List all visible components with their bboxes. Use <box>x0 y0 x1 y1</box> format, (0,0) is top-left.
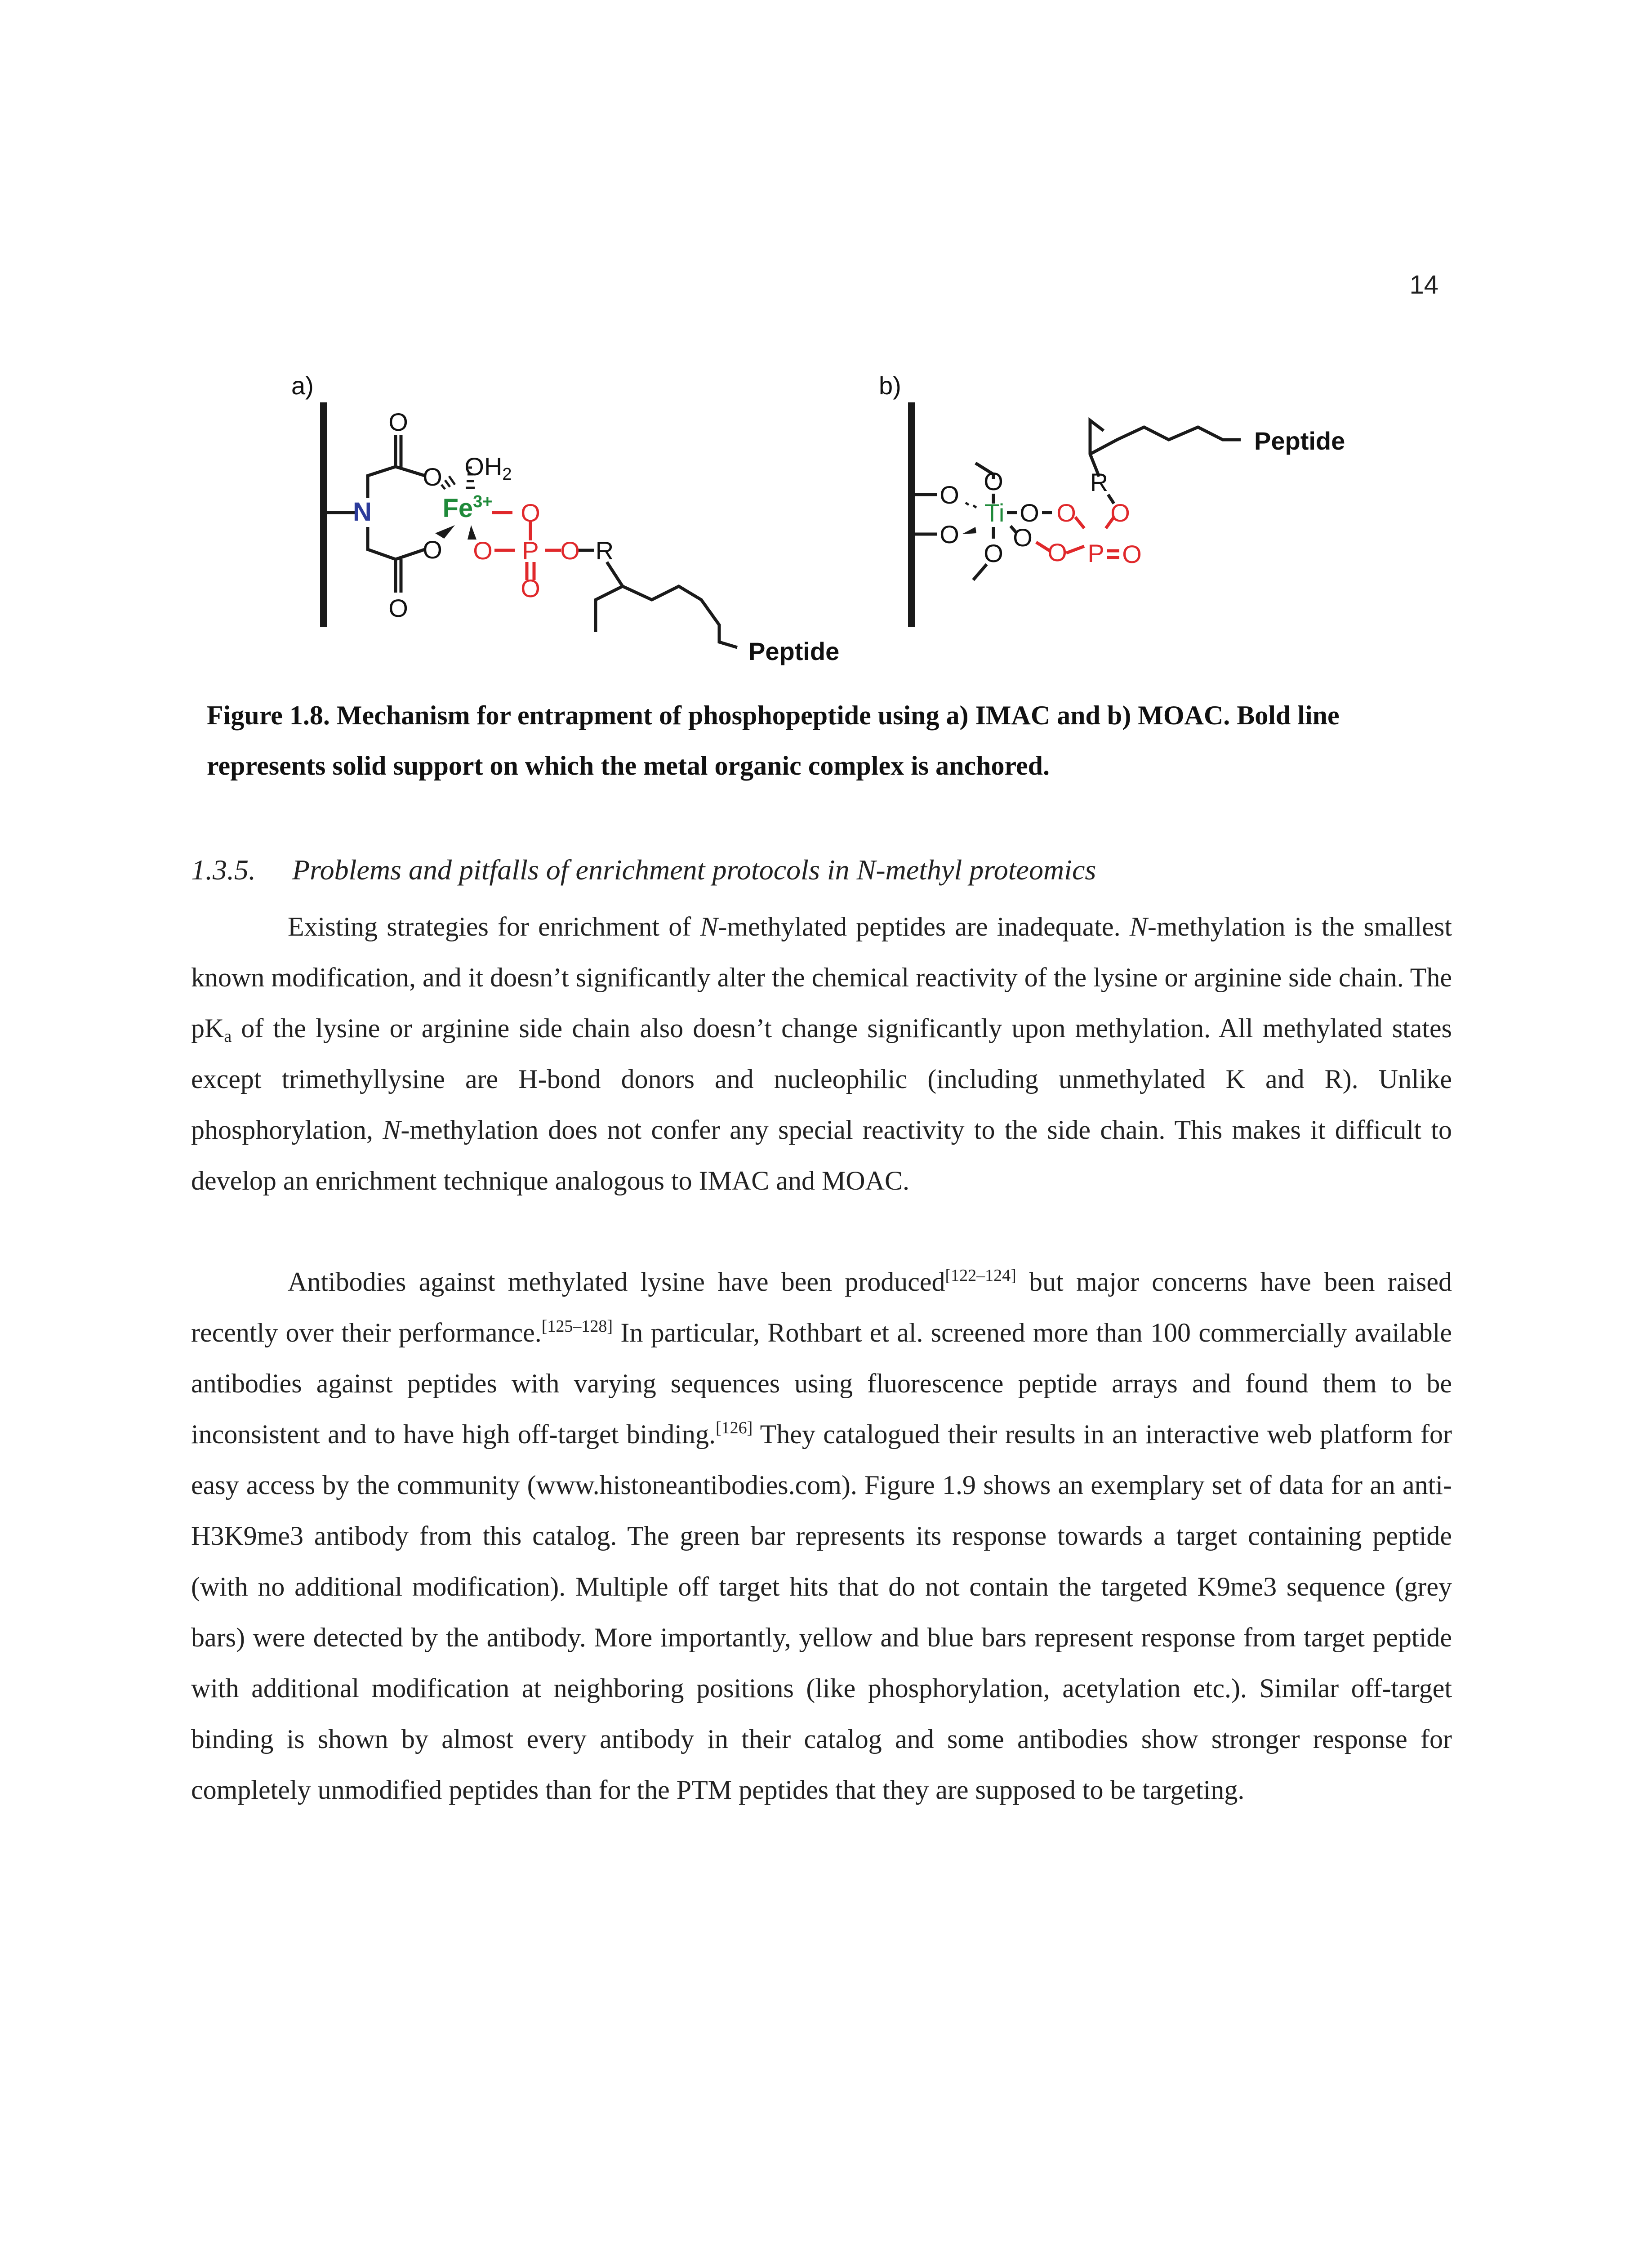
atom-o: O <box>940 520 959 549</box>
water-ligand: OH2 <box>464 452 512 484</box>
atom-o: O <box>388 408 408 436</box>
text-run: -methylated peptides are inadequate. <box>718 912 1130 941</box>
citation: [125–128] <box>541 1317 613 1336</box>
atom-o: O <box>984 539 1003 567</box>
atom-o: O <box>1013 523 1033 552</box>
subscript: a <box>224 1027 232 1046</box>
atom-o: O <box>940 481 959 509</box>
atom-o: O <box>1122 540 1142 568</box>
atom-o: O <box>1020 499 1039 527</box>
atom-o: O <box>984 467 1003 495</box>
citation: [126] <box>715 1418 753 1437</box>
atom-o: O <box>521 499 540 527</box>
text-run: Antibodies against methylated lysine have been produced <box>288 1267 945 1297</box>
section-number: 1.3.5. <box>191 854 256 886</box>
text-run: Existing strategies for enrichment of <box>288 912 700 941</box>
atom-r: R <box>595 536 614 565</box>
peptide-chain-a <box>607 562 737 647</box>
titanium-center: Ti <box>984 499 1005 527</box>
atom-o: O <box>1047 538 1067 566</box>
atom-p: P <box>1087 539 1104 567</box>
iron-center: $Fe^{3+}$ <box>442 492 493 523</box>
figure-caption: Figure 1.8. Mechanism for entrapment of phosphopeptide using a) IMAC and b) MOAC. Bold line represents solid support on which the metal organic complex is anchored. <box>207 700 1340 781</box>
atom-o: O <box>1056 499 1076 527</box>
peptide-label-b: Peptide <box>1254 427 1345 455</box>
text-run: -methylation is the smallest known modification, and it doesn’t significantly alter the chemical reactivity of the lysine or arginine side chain. The pK <box>191 912 1452 1043</box>
atom-o: O <box>560 536 580 565</box>
text-run: -methylation does not confer any special reactivity to the side chain. This makes it difficult to develop an enrichment technique analogous to IMAC and MOAC. <box>191 1115 1452 1195</box>
atom-r: R <box>1090 468 1109 496</box>
peptide-label-a: Peptide <box>748 637 840 665</box>
citation: [122–124] <box>945 1266 1016 1285</box>
atom-p: P <box>522 536 539 565</box>
text-run: but major concerns have been raised recently over their performance. <box>191 1267 1452 1347</box>
paragraph-1 <box>191 901 1452 1206</box>
atom-o: O <box>423 463 442 491</box>
panel-b-label: b) <box>879 371 901 400</box>
section-title: Problems and pitfalls of enrichment protocols in N-methyl proteomics <box>292 854 1096 886</box>
italic-run: N <box>383 1115 401 1145</box>
section-heading <box>191 850 1495 890</box>
atom-o: O <box>1110 499 1130 527</box>
wedge-bond <box>962 527 976 534</box>
atom-o: O <box>473 536 493 565</box>
text-run: of the lysine or arginine side chain also doesn’t change significantly upon methylation. All methylated states except trimethyllysine are H-bond donors and nucleophilic (including unmethylated K and R). Unlike phosphorylation, <box>191 1013 1452 1145</box>
text-run: They catalogued their results in an interactive web platform for easy access by the community (www.histoneantibodies.com). Figure 1.9 shows an exemplary set of data for an anti-H3K9me3 antibody from this catalog. The green bar represents its response towards a target containing peptide (with no additional modification). Multiple off target hits that do not contain the targeted K9me3 sequence (grey bars) were detected by the antibody. More importantly, yellow and blue bars represent response from target peptide with additional modification at neighboring positions (like phosphorylation, acetylation etc.). Similar off-target binding is shown by almost every antibody in their catalog and some antibodies show stronger response for completely unmodified peptides than for the PTM peptides that they are supposed to be targeting. <box>191 1419 1452 1805</box>
paragraph-2 <box>191 1257 1452 1815</box>
italic-run: N <box>1129 912 1148 941</box>
atom-o: O <box>388 594 408 622</box>
page-number: 14 <box>1409 270 1438 299</box>
italic-run: N <box>700 912 718 941</box>
panel-b-structure <box>912 402 1241 627</box>
atom-o: O <box>423 535 442 564</box>
atom-o: O <box>521 574 540 602</box>
figure-1-8 <box>0 0 1652 701</box>
panel-a-label: a) <box>291 371 314 400</box>
text-run: In particular, Rothbart et al. screened more than 100 commercially available antibodies against peptides with varying sequences using fluorescence peptide arrays and found them to be inconsistent and to have high off-target binding. <box>191 1318 1452 1449</box>
chemical-structures <box>0 0 1652 701</box>
atom-n: N <box>353 497 372 526</box>
